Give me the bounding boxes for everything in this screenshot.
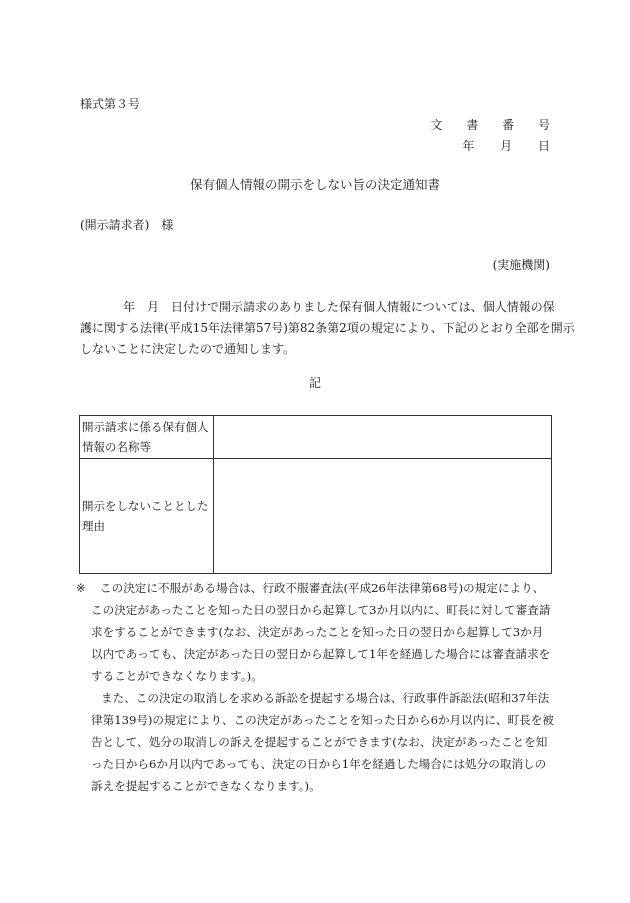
form-number: 様式第３号 bbox=[80, 97, 141, 111]
note-line: することができなくなります。)。 bbox=[91, 669, 263, 683]
document-title: 保有個人情報の開示をしない旨の決定通知書 bbox=[189, 177, 440, 192]
date-label: 年 月 日 bbox=[462, 139, 561, 153]
table-label-cell bbox=[80, 416, 214, 459]
table-label-cell bbox=[80, 459, 214, 574]
table-label-line: 開示をしないこととした bbox=[82, 499, 209, 513]
note-line: った日から6か月以内であっても、決定の日から1年を経過した場合には処分の取消しの bbox=[91, 757, 547, 771]
table-value-cell bbox=[214, 416, 552, 459]
note-line: 求をすることができます(なお、決定があったことを知った日の翌日から起算して3か月 bbox=[91, 625, 544, 639]
note-line: ※ この決定に不服がある場合は、行政不服審査法(平成26年法律第68号)の規定により、 bbox=[76, 577, 556, 599]
note-line: また、この決定の取消しを求める訴訟を提起する場合は、行政事件訴訟法(昭和37年法 bbox=[101, 691, 550, 705]
implementing-agency: (実施機関) bbox=[492, 258, 550, 272]
table-label-line: 開示請求に係る保有個人 bbox=[82, 420, 209, 434]
table-row bbox=[80, 416, 552, 459]
document-number-label: 文 書 番 号 bbox=[430, 118, 560, 132]
ki-heading: 記 bbox=[308, 376, 321, 390]
table-row bbox=[80, 459, 552, 574]
note-line: 以内であっても、決定があった日の翌日から起算して1年を経過した場合には審査請求を bbox=[91, 647, 551, 661]
body-line: 護に関する法律(平成15年法律第57号)第82条第2項の規定により、下記のとおり全部を開示 bbox=[80, 321, 575, 335]
notes-section bbox=[76, 577, 556, 797]
addressee: (開示請求者) 様 bbox=[80, 218, 174, 232]
body-line: しないことに決定したので通知します。 bbox=[80, 342, 296, 356]
table-label-line: 情報の名称等 bbox=[82, 440, 151, 454]
body-line: 年 月 日付けで開示請求のありました保有個人情報については、個人情報の保 bbox=[123, 300, 555, 314]
body-paragraph bbox=[80, 297, 575, 360]
note-line: 律第139号)の規定により、この決定があったことを知った日から6か月以内に、町長を被 bbox=[91, 713, 554, 727]
table-value-cell bbox=[214, 459, 552, 574]
table-label-line: 理由 bbox=[82, 519, 105, 533]
note-line: 訴えを提起することができなくなります。)。 bbox=[91, 779, 321, 793]
note-mark: ※ bbox=[76, 581, 86, 595]
note-line: 告として、処分の取消しの訴えを提起することができます(なお、決定があったことを知 bbox=[91, 735, 548, 749]
info-table bbox=[79, 415, 552, 574]
note-line: この決定があったことを知った日の翌日から起算して3か月以内に、町長に対して審査請 bbox=[91, 603, 551, 617]
